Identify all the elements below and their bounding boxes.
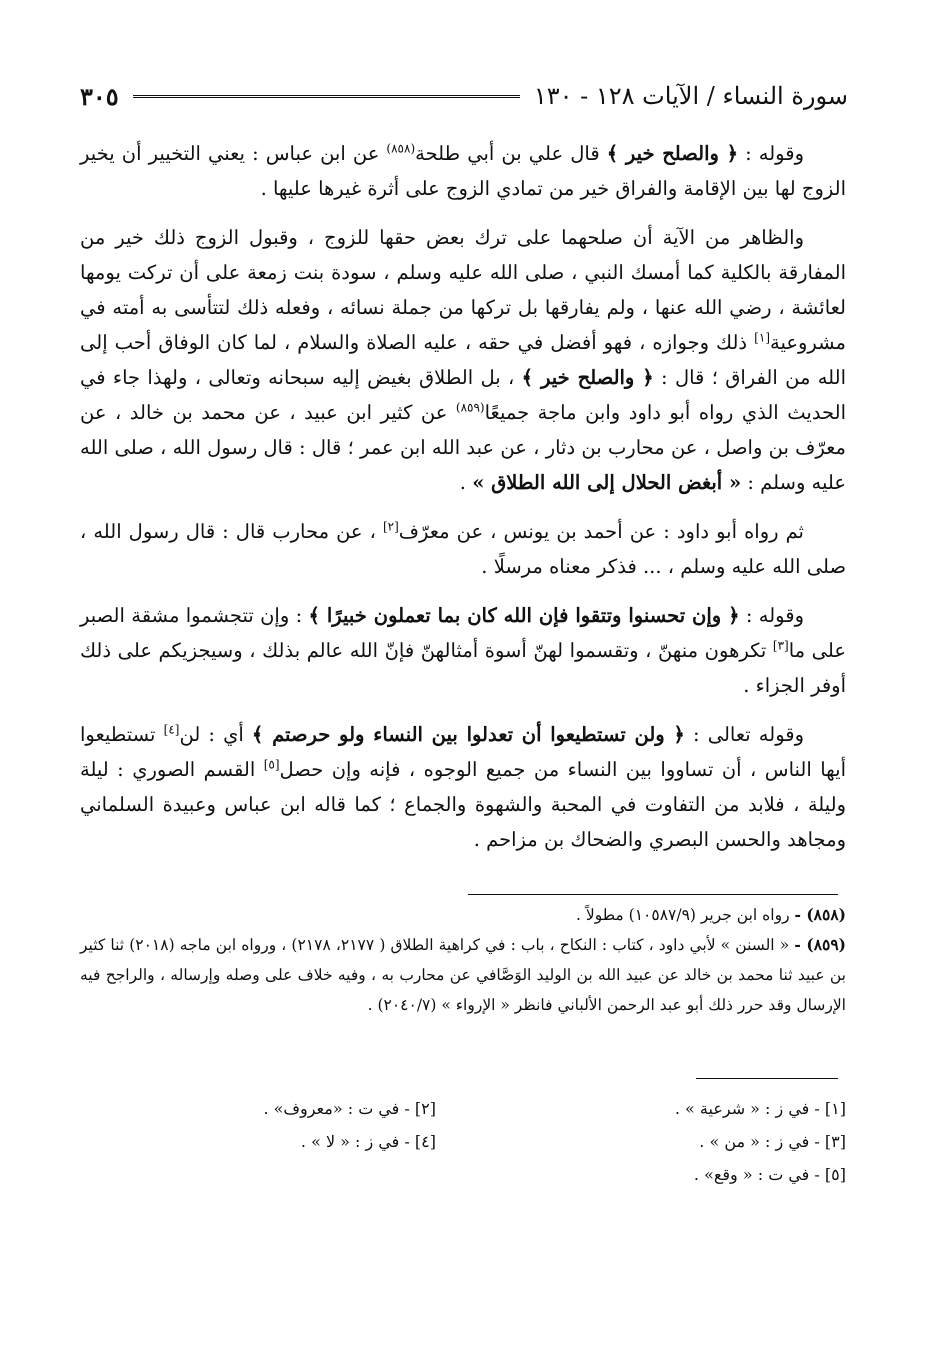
quoted-text: « أبغض الحلال إلى الله الطلاق » [472,471,742,494]
text-run: عن ابن عباس : يعني التخيير أن يخير الزوج لها بين الإقامة والفراق خير من تمادي الزوج على أثرة غيرها عليها . [80,142,846,200]
variant-text: في ز : « لا » . [300,1132,400,1151]
footnote-text: رواه ابن جرير (١٠٥٨٧/٩) مطولاً . [576,906,790,924]
text-run: القسم الصوري : ليلة وليلة ، فلابد من التفاوت في المحبة والشهوة والجماع ؛ كما قاله ابن عباس وعبيدة السلماني ومجاهد والحسن البصري والضحاك بن مزاحم . [80,758,846,851]
variant-number: [٥] - [814,1165,846,1184]
variant-note [456,1125,846,1158]
quoted-text: ﴿ ولن تستطيعوا أن تعدلوا بين النساء ولو حرصتم ﴾ [251,723,685,746]
quoted-text: ﴿ وإن تحسنوا وتتقوا فإن الله كان بما تعملون خبيرًا ﴾ [308,604,740,627]
text-run: قال علي بن أبي طلحة [415,142,607,165]
variant-note [456,1092,846,1125]
variants-separator [696,1078,838,1079]
footnote-marker[interactable]: [٥] [263,757,280,772]
running-title: سورة النساء / الآيات ١٢٨ - ١٣٠ [533,82,848,110]
footnote-marker[interactable]: (٨٥٩) [455,400,485,415]
text-run: . [459,471,473,494]
variant-text: في ز : « من » . [699,1132,810,1151]
text-run: ذلك وجوازه ، فهو أفضل في حقه ، عليه الصلاة والسلام ، لما كان الوفاق أحب إلى الله من الفراق ؛ قال : [80,331,846,389]
text-run: ، بل الطلاق بغيض إليه سبحانه وتعالى ، ولهذا جاء في الحديث الذي رواه أبو داود وابن ماجة جميعًا [80,366,846,424]
text-run: وقوله : [738,142,804,165]
variant-number: [٤] - [404,1132,436,1151]
text-run: وقوله تعالى : [684,723,805,746]
text-run: ، عن محارب قال : قال رسول الله ، صلى الله عليه وسلم ، ... فذكر معناه مرسلًا . [80,520,846,578]
variant-number: [٢] - [404,1099,436,1118]
quoted-text: ﴿ والصلح خير ﴾ [606,142,739,165]
manuscript-variants [80,1092,846,1191]
body-paragraph [80,717,846,857]
footnote [80,900,846,930]
body-paragraph [80,514,846,584]
body-paragraph [80,220,846,500]
page-number: ٣٠٥ [80,81,119,111]
footnote-text: « السنن » لأبي داود ، كتاب : النكاح ، باب : في كراهية الطلاق ( ٢١٧٧، ٢١٧٨) ، ورواه ابن ماجه (٢٠١٨) ثنا كثير بن عبيد ثنا محمد بن خالد عن عبيد الله بن الوليد الوَصَّافي عن محارب به ، وفيه خلاف على وصله وإرساله ، والراجح فيه الإرسال وقد حرر ذلك أبو عبد الرحمن الألباني فانظر « الإرواء » (٢٠٤٠/٧) . [80,936,846,1014]
body-paragraph [80,598,846,703]
variant-text: في ز : « شرعية » . [674,1099,810,1118]
footnote-marker[interactable]: [٤] [163,722,180,737]
variant-text: في ت : «معروف» . [263,1099,400,1118]
footnote-number: (٨٥٨) - [794,905,846,924]
text-run: أي : لن [179,723,252,746]
quoted-text: ﴿ والصلح خير ﴾ [521,366,654,389]
text-run: وقوله : [739,604,804,627]
variant-number: [٣] - [814,1132,846,1151]
text-run: : وإن تتجشموا مشقة الصبر على ما [80,604,846,662]
footnote-marker[interactable]: (٨٥٨) [386,141,416,156]
footnotes [80,900,846,1020]
footnote-marker[interactable]: [٣] [772,638,789,653]
text-run: تستطيعوا أيها الناس ، أن تساووا بين النساء من جميع الوجوه ، فإنه وإن حصل [80,723,846,781]
variant-number: [١] - [814,1099,846,1118]
variant-note [456,1158,846,1191]
footnote-marker[interactable]: [١] [754,330,770,345]
running-header [80,76,848,116]
variant-note [136,1092,436,1125]
text-run: تكرهون منهنّ ، وتقسموا لهنّ أسوة أمثالهنّ فإنّ الله عالم بذلك ، وسيجزيكم على ذلك أوفر الجزاء . [80,639,846,697]
footnote [80,930,846,1020]
footnote-marker[interactable]: [٢] [382,519,399,534]
footnote-separator [468,894,838,895]
header-rule [133,95,520,98]
variant-text: في ت : « وقع» . [693,1165,810,1184]
main-text [80,136,846,871]
variant-note [136,1125,436,1158]
body-paragraph [80,136,846,206]
text-run: والظاهر من الآية أن صلحهما على ترك بعض حقها للزوج ، وقبول الزوج ذلك خير من المفارقة بالكلية كما أمسك النبي ، صلى الله عليه وسلم ، سودة بنت زمعة على أن تركت يومها لعائشة ، رضي الله عنها ، ولم يفارقها بل تركها من جملة نسائه ، وفعله ذلك لتتأسى به أمته في مشروعية [80,226,846,354]
text-run: ثم رواه أبو داود : عن أحمد بن يونس ، عن معرّف [398,520,804,543]
text-run: عن كثير ابن عبيد ، عن محمد بن خالد ، عن معرّف بن واصل ، عن محارب بن دثار ، عن عبد الله ابن عمر ؛ قال : قال رسول الله ، صلى الله عليه وسلم : [80,401,846,494]
footnote-number: (٨٥٩) - [794,935,847,954]
